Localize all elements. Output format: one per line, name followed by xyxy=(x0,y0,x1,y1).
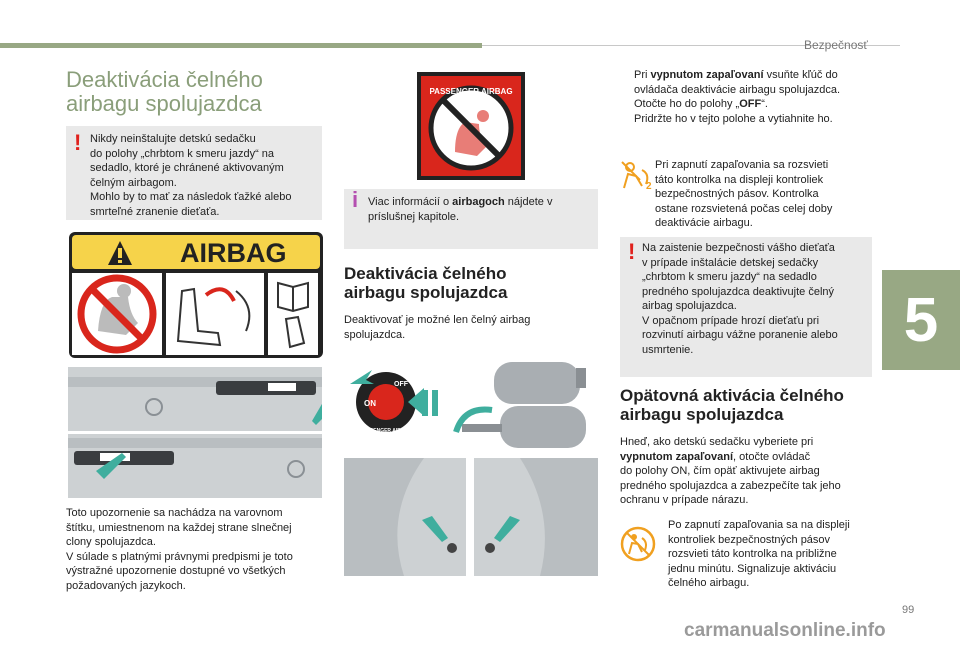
watermark: carmanualsonline.info xyxy=(684,620,886,641)
chapter-tab: 5 xyxy=(882,270,960,370)
switch-off-label: OFF xyxy=(394,381,408,388)
info-text: Viac informácií o airbagoch nájdete v príslušnej kapitole. xyxy=(368,196,553,223)
deactivation-switch-illustration xyxy=(344,354,598,576)
airbag-on-lamp-icon xyxy=(620,526,656,562)
section-name: Bezpečnosť xyxy=(804,38,868,52)
airbag-on-lamp-text: Po zapnutí zapaľovania sa na displeji kontroliek bezpečnostných pásov rozsvieti táto kontrolka na približne jednu minútu. Signalizuje aktiváciu čelného airbagu. xyxy=(668,519,850,589)
airbag-warning-label xyxy=(68,231,324,359)
bullet-icon xyxy=(620,112,634,127)
warning-box-left xyxy=(66,126,322,220)
info-icon: i xyxy=(352,187,359,212)
deactivation-text: Deaktivovať je možné len čelný airbag spolujazdca. xyxy=(344,314,531,341)
switch-on-label: ON xyxy=(364,399,376,408)
sun-visor-photos xyxy=(68,367,322,498)
reactivation-text: Hneď, ako detskú sedačku vyberiete pri vypnutom zapaľovaní, otočte ovládač do polohy ON, čím opäť aktivujete airbag predného spolujazdca a zabezpečíte tak jeho ochranu v prípade nárazu. xyxy=(620,436,841,506)
warning-icon: ! xyxy=(628,239,636,264)
airbag-off-lamp-text: Pri zapnutí zapaľovania sa rozsvieti táto kontrolka na displeji kontroliek bezpečnostných pásov. Kontrolka ostane rozsvietená počas celej doby deaktivácie airbagu. xyxy=(655,159,833,229)
page-title: Deaktivácia čelného airbagu spolujazdca xyxy=(66,67,263,116)
switch-caption: PASSENGER AIRBAG xyxy=(360,428,412,434)
svg-text:2: 2 xyxy=(646,181,652,190)
info-box xyxy=(344,189,598,249)
bullet-icon xyxy=(620,68,634,97)
label-banner-text: AIRBAG xyxy=(180,238,287,268)
list-item: Otočte ho do polohy „OFF“. xyxy=(620,97,880,112)
procedure-steps xyxy=(620,68,880,126)
passenger-airbag-sticker xyxy=(417,72,525,180)
reactivation-title: Opätovná aktivácia čelného airbagu spolujazdca xyxy=(620,386,844,424)
label-caption: Toto upozornenie sa nachádza na varovnom štítku, umiestnenom na každej strane slnečnej clony spolujazdca. V súlade s platnými právnymi predpismi je toto výstražné upozornenie dostupné vo všetkých požadovaných jazykoch. xyxy=(66,507,293,592)
warning-icon: ! xyxy=(74,130,82,155)
list-item: Pri vypnutom zapaľovaní vsuňte kľúč do ovládača deaktivácie airbagu spolujazdca. xyxy=(620,68,880,97)
warning-text: Na zaistenie bezpečnosti vášho dieťaťa v prípade inštalácie detskej sedačky „chrbtom k smeru jazdy“ na sedadlo predného spolujazdca deaktivujte čelný airbag spolujazdca. V opačnom prípade hrozí dieťaťu pri rozvinutí airbagu vážne poranenie alebo usmrtenie. xyxy=(642,242,838,356)
page-number: 99 xyxy=(902,604,915,616)
warning-box-right xyxy=(620,237,872,377)
sticker-text: PASSENGER AIRBAG xyxy=(429,87,513,96)
warning-text: Nikdy neinštalujte detskú sedačku do polohy „chrbtom k smeru jazdy“ na sedadlo, ktoré je chránené aktivovaným čelným airbagom. Mohlo by to mať za následok ťažké alebo smrteľné zranenie dieťaťa. xyxy=(90,133,292,218)
list-item: Pridržte ho v tejto polohe a vytiahnite ho. xyxy=(620,112,880,127)
airbag-off-lamp-icon xyxy=(620,160,654,190)
bullet-icon xyxy=(620,97,634,112)
header-accent-bar xyxy=(0,43,482,48)
deactivation-title: Deaktivácia čelného airbagu spolujazdca xyxy=(344,264,508,302)
